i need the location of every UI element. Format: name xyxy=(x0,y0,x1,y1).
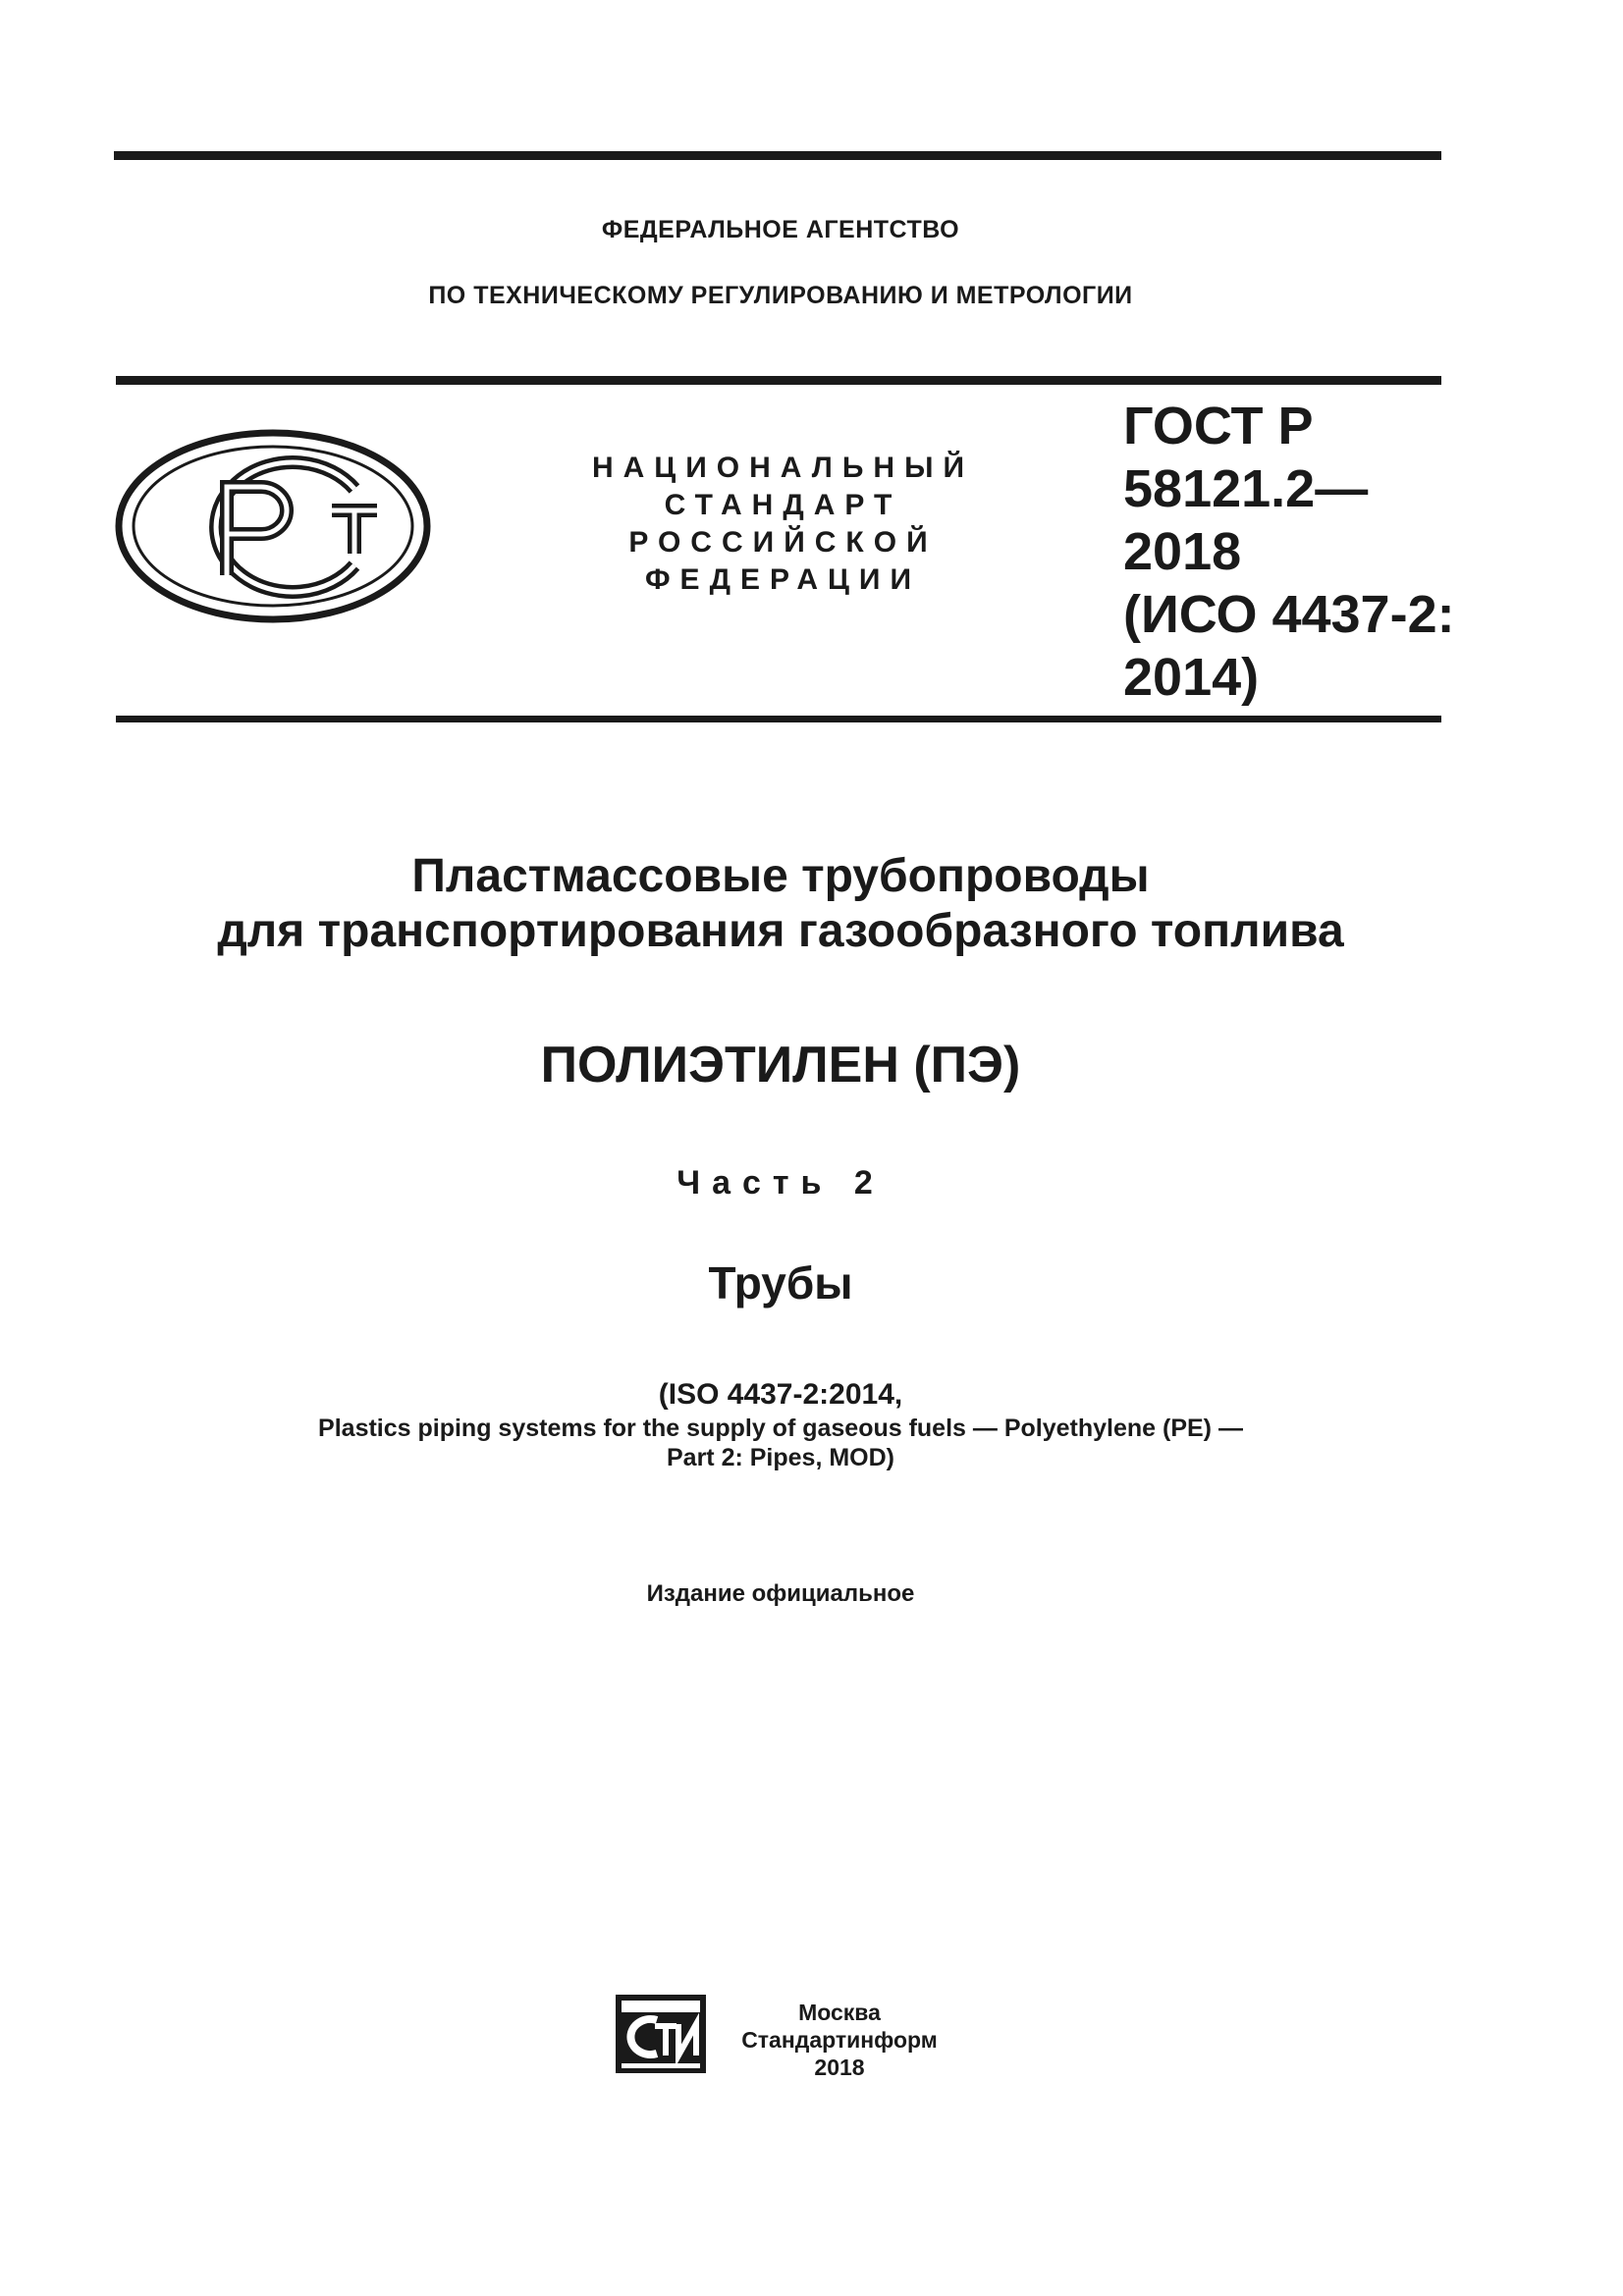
part-number: Часть 2 xyxy=(676,1164,885,1201)
iso-line-1: (ISO 4437-2:2014, xyxy=(658,1378,903,1411)
designation-line-4: (ИСО 4437-2: xyxy=(1123,585,1455,644)
iso-line-3: Part 2: Pipes, MOD) xyxy=(667,1444,894,1471)
top-rule xyxy=(114,151,1441,160)
national-standard-line-4: ФЕДЕРАЦИИ xyxy=(644,563,922,596)
designation-block xyxy=(1123,395,1455,709)
publisher-city: Москва xyxy=(798,2000,881,2025)
title-line-1: Пластмассовые трубопроводы xyxy=(411,850,1150,902)
part-title: Трубы xyxy=(708,1257,853,1308)
designation-line-3: 2018 xyxy=(1123,522,1242,581)
national-standard-line-2: СТАНДАРТ xyxy=(664,489,902,521)
designation-line-2: 58121.2— xyxy=(1123,459,1369,518)
sti-logo-icon xyxy=(616,1995,710,2077)
title-line-2: для транспортирования газообразного топлива xyxy=(217,905,1344,957)
national-standard-line-3: РОССИЙСКОЙ xyxy=(628,526,938,559)
national-standard-block xyxy=(565,450,1001,599)
document-title xyxy=(0,849,1561,959)
agency-line-2: ПО ТЕХНИЧЕСКОМУ РЕГУЛИРОВАНИЮ И МЕТРОЛОГИИ xyxy=(428,282,1133,309)
iso-reference xyxy=(0,1376,1561,1472)
agency-line-1: ФЕДЕРАЛЬНОЕ АГЕНТСТВО xyxy=(601,216,960,243)
national-standard-line-1: НАЦИОНАЛЬНЫЙ xyxy=(591,452,975,484)
edition-note: Издание официальное xyxy=(646,1580,915,1607)
header-top-rule xyxy=(116,376,1441,385)
iso-line-2: Plastics piping systems for the supply of gaseous fuels — Polyethylene (PE) — xyxy=(318,1415,1243,1442)
designation-line-5: 2014) xyxy=(1123,648,1260,707)
header-bottom-rule xyxy=(116,716,1441,722)
rst-logo-icon xyxy=(114,428,432,624)
publisher-year: 2018 xyxy=(814,2055,865,2080)
publisher-block xyxy=(727,1999,952,2081)
publisher-name: Стандартинформ xyxy=(741,2027,938,2053)
document-subtitle: ПОЛИЭТИЛЕН (ПЭ) xyxy=(540,1037,1021,1094)
designation-line-1: ГОСТ Р xyxy=(1123,397,1314,455)
